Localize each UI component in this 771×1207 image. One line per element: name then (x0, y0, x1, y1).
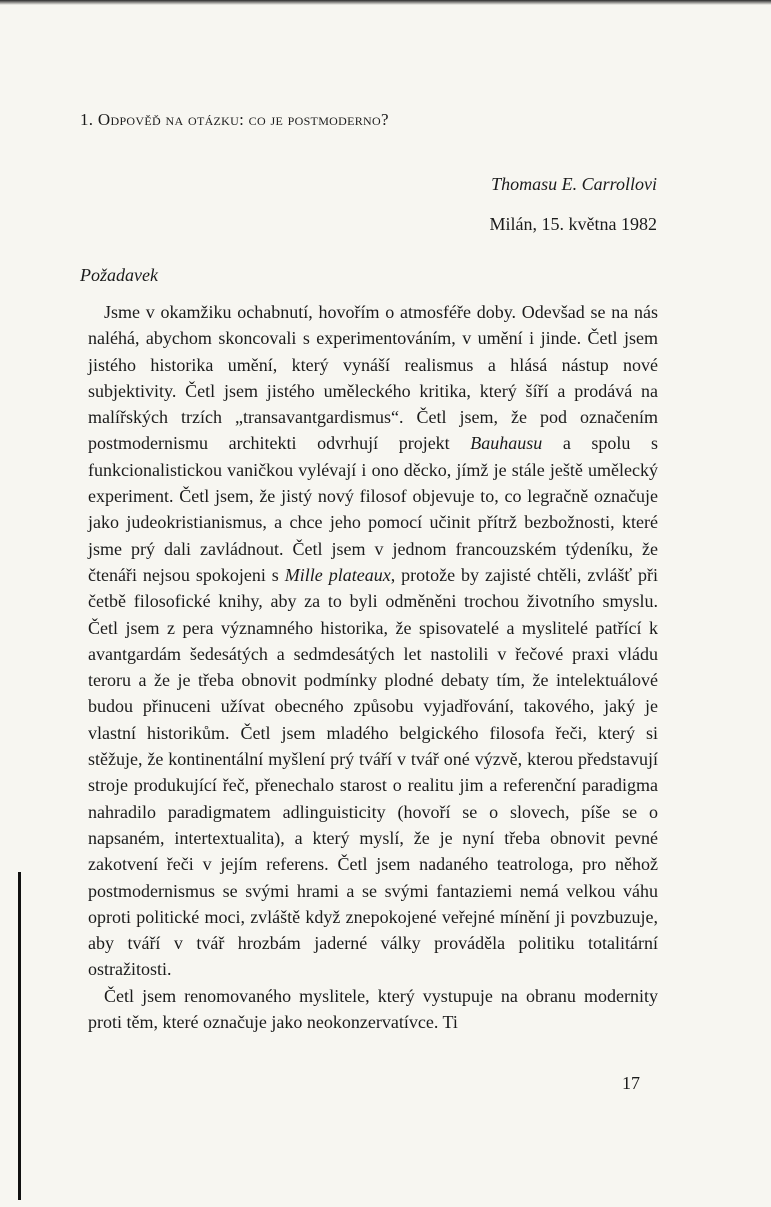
paragraph-1-part-3: , protože by zajisté chtěli, zvlášť při četbě filosofické knihy, aby za to byli odměněni trochou životního smyslu. Četl jsem z pera významného historika, že spisovatelé a myslitelé patřící k avantgardám šedesátých a sedmdesátých let nastolili v řečové praxi vládu teroru a že je třeba obnovit podmínky plodné debaty tím, že intelektuálové budou přinuceni užívat obecného způsobu vyjadřování, takového, jaký je vlastní historikům. Četl jsem mladého belgického filosofa řeči, který si stěžuje, že kontinentální myšlení prý tváří v tvář oné výzvě, kterou představují stroje produkující řeč, přenechalo starost o realitu jim a referenční paradigma nahradilo paradigmatem adlinguisticity (hovoří se o slovech, píše se o napsaném, intertextualita), a který myslí, že je nyní třeba obnovit pevné zakotvení řeči v jejím referens. Četl jsem nadaného teatrologa, pro něhož postmodernismus se svými hrami a se svými fantaziemi nemá velkou váhu oproti politické moci, zvláště když znepokojené veřejné mínění ji povzbuzuje, aby tváří v tvář hrozbám jaderné války prováděla politiku totalitární ostražitosti. (88, 564, 658, 980)
dateline: Milán, 15. května 1982 (489, 214, 657, 234)
scan-margin-line (18, 872, 21, 1200)
body-text (88, 299, 658, 1035)
paragraph-1-part-1: Jsme v okamžiku ochabnutí, hovořím o atmosféře doby. Odevšad se na nás naléhá, abychom skoncovali s experimentováním, v umění i jinde. Četl jsem jistého historika umění, který vynáší realismus a hlásá nástup nové subjektivity. Četl jsem jistého uměleckého kritika, který šíří a prodává na malířských trzích „transavantgardismus“. Četl jsem, že pod označením postmodernismu architekti odvrhují projekt (88, 302, 658, 454)
chapter-title: 1. Odpověď na otázku: co je postmoderno? (80, 110, 389, 129)
italic-mille-plateaux: Mille plateaux (284, 564, 391, 585)
italic-bauhaus: Bauhausu (470, 433, 543, 454)
page-number: 17 (622, 1073, 640, 1093)
section-heading: Požadavek (80, 265, 158, 285)
paragraph-1 (88, 299, 658, 983)
scan-edge-shadow (0, 0, 771, 5)
paragraph-2: Četl jsem renomovaného myslitele, který vystupuje na obranu modernity proti těm, které označuje jako neokonzervatívce. Ti (88, 985, 658, 1033)
paragraph-1-part-2: a spolu s funkcionalistickou vaničkou vylévají i ono děcko, jímž je stále ještě umělecký experiment. Četl jsem, že jistý nový filosof objevuje to, co legračně označuje jako judeokristianismus, a chce jeho pomocí učinit přítrž bezbožnosti, které jsme prý dali zavládnout. Četl jsem v jednom francouzském týdeníku, že čtenáři nejsou spokojeni s (88, 433, 658, 585)
dedication: Thomasu E. Carrollovi (491, 174, 657, 194)
